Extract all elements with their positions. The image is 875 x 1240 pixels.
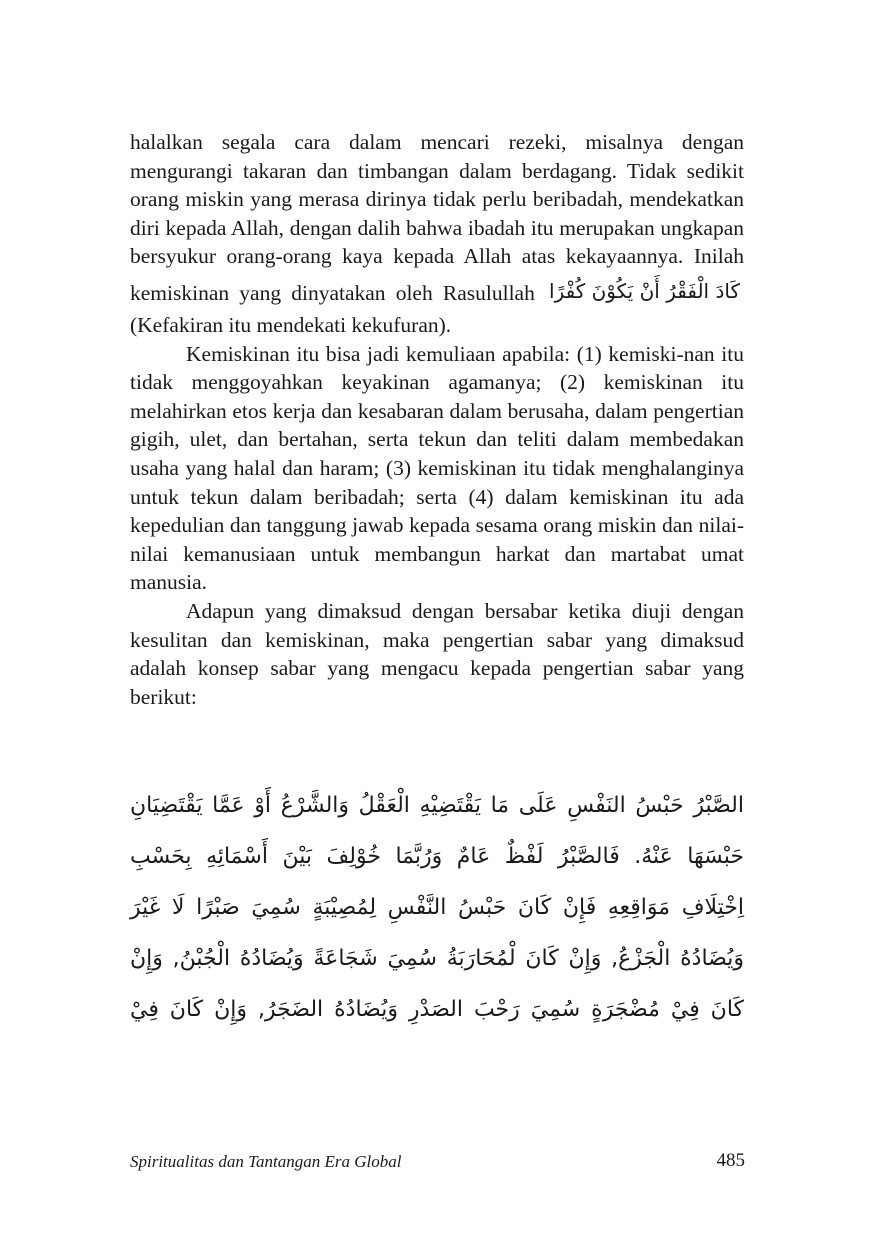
paragraph-3: Adapun yang dimaksud dengan bersabar ketika diuji dengan kesulitan dan kemiskinan, maka pengertian sabar yang dimaksud adalah konsep sabar yang mengacu kepada pengertian sabar yang berikut: — [130, 598, 744, 709]
arabic-quote: الصَّبْرُ حَبْسُ النَفْسِ عَلَى مَا يَقْتَضِيْهِ الْعَقْلُ وَالشَّرْعُ أَوْ عَمَّا يَقْتَضِيَانِ حَبْسَهَا عَنْهُ. فَالصَّبْرُ لَفْظٌ عَامٌ وَرُبَّمَا خُوْلِفَ بَيْنَ أَسْمَائِهِ بِحَسْبِ اِخْتِلَافِ مَوَاقِعِهِ فَإِنْ كَانَ حَبْسُ النَّفْسِ لِمُصِيْبَةٍ سُمِيَ صَبْرًا لَا غَيْرَ وَيُضَادُهُ الْجَزْعُ, وَإِنْ كَانَ لْمُحَارَبَةُ سُمِيَ شَجَاعَةً وَيُضَادُهُ الْجُبْنُ, وَإِنْ كَانَ فِيْ مُضْجَرَةٍ سُمِيَ رَحْبَ الصَدْرِ وَيُضَادُهُ الضَجَرُ, وَإِنْ كَانَ فِيْ — [130, 793, 744, 1022]
body-text — [130, 128, 744, 711]
paragraph-1-text: halalkan segala cara dalam mencari rezeki, misalnya dengan mengurangi takaran dan timbangan dalam berdagang. Tidak sedikit orang miskin yang merasa dirinya tidak perlu beribadah, mendekatkan diri kepada Allah, dengan dalih bahwa ibadah itu merupakan ungkapan bersyukur orang-orang kaya kepada Allah atas kekayaannya. Inilah kemiskinan yang dinyatakan oleh Rasulullah — [130, 130, 744, 305]
paragraph-1 — [130, 128, 744, 340]
page-number: 485 — [716, 1150, 745, 1171]
arabic-inline-phrase: كَادَ الْفَقْرُ أَنْ يَكُوْنَ كُفْرًا — [549, 278, 740, 303]
footer-book-title: Spiritualitas dan Tantangan Era Global — [130, 1152, 402, 1171]
paragraph-1-translation: (Kefakiran itu mendekati kekufuran). — [130, 312, 452, 337]
paragraph-2: Kemiskinan itu bisa jadi kemuliaan apabila: (1) kemiski-nan itu tidak menggoyahkan keyakinan agamanya; (2) kemiskinan itu melahirkan etos kerja dan kesabaran dalam berusaha, dalam pengertian gigih, ulet, dan bertahan, serta tekun dan teliti dalam membedakan usaha yang halal dan haram; (3) kemiskinan itu tidak menghalanginya untuk tekun dalam beribadah; serta (4) dalam kemiskinan itu ada kepedulian dan tanggung jawab kepada sesama orang miskin dan nilai-nilai kemanusiaan untuk membangun harkat dan martabat umat manusia. — [130, 341, 744, 595]
